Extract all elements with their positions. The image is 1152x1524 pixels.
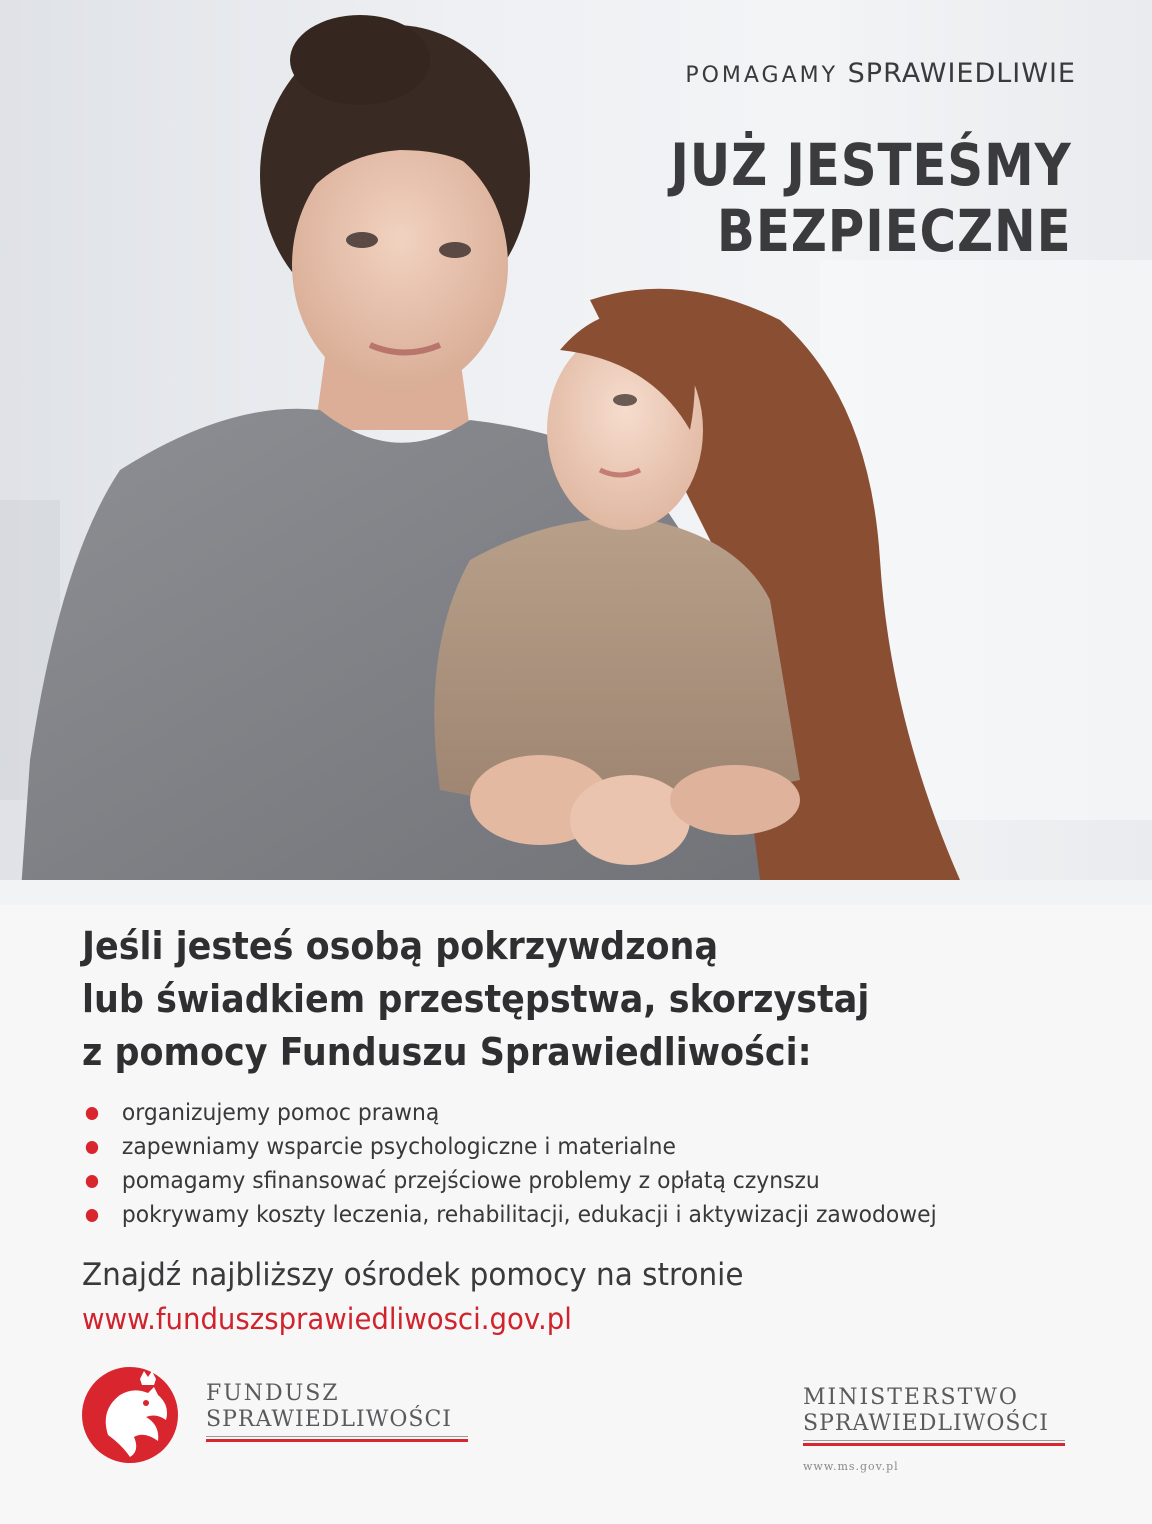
tagline [685,58,1076,89]
list-item [82,1199,937,1233]
list-item-text: pokrywamy koszty leczenia, rehabilitacji, edukacji i aktywizacji zawodowej [121,1202,937,1228]
fundusz-logo [78,1365,498,1465]
lead-text [82,920,869,1079]
lead-line-3: z pomocy Funduszu Sprawiedliwości: [82,1030,812,1074]
find-center-text: Znajdź najbliższy ośrodek pomocy na stronie [82,1257,744,1293]
list-item-text: organizujemy pomoc prawną [121,1100,440,1126]
fundusz-name-line-2: SPRAWIEDLIWOŚCI [206,1407,452,1432]
ministry-name-line-1: MINISTERSTWO [803,1385,1019,1410]
ministry-rule-gray [803,1440,1065,1441]
tagline-bold: SPRAWIEDLIWIE [847,58,1076,89]
tagline-light: POMAGAMY [685,63,839,88]
headline-line-1: JUŻ JESTEŚMY [670,131,1072,199]
bullet-dot-icon [86,1107,98,1120]
website-link[interactable]: www.funduszsprawiedliwosci.gov.pl [82,1302,572,1336]
headline-line-2: BEZPIECZNE [717,197,1072,265]
fundusz-rule-gray [206,1436,468,1437]
ministry-rule-red [803,1443,1065,1446]
bullet-dot-icon [86,1209,98,1222]
fundusz-rule-red [206,1439,468,1442]
eagle-emblem-icon [78,1365,188,1465]
bullet-dot-icon [86,1175,98,1188]
list-item [82,1097,937,1131]
headline [671,132,1072,264]
fundusz-name-line-1: FUNDUSZ [206,1381,340,1406]
ministry-website: www.ms.gov.pl [803,1460,899,1473]
lead-line-1: Jeśli jesteś osobą pokrzywdzoną [82,924,719,968]
bullet-dot-icon [86,1141,98,1154]
list-item [82,1131,937,1165]
ministry-logo [800,1385,1080,1495]
lead-line-2: lub świadkiem przestępstwa, skorzystaj [82,977,870,1021]
services-list [82,1097,982,1233]
list-item [82,1165,937,1199]
list-item-text: pomagamy sfinansować przejściowe problemy z opłatą czynszu [121,1168,820,1194]
list-item-text: zapewniamy wsparcie psychologiczne i materialne [121,1134,676,1160]
ministry-name-line-2: SPRAWIEDLIWOŚCI [803,1411,1049,1436]
